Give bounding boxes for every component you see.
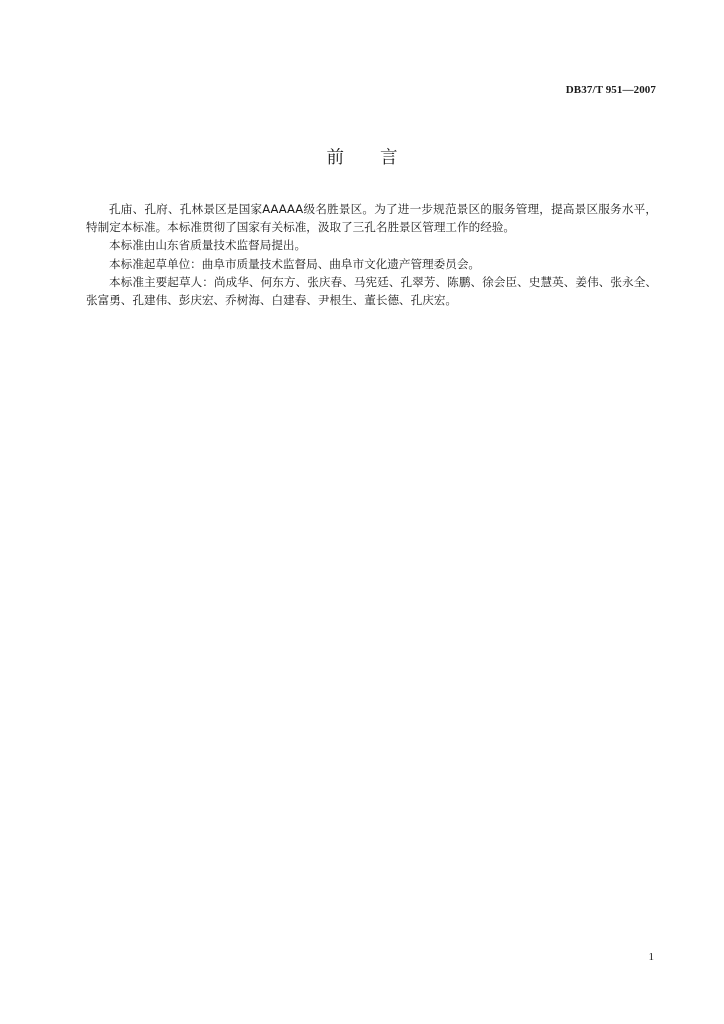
page-title	[0, 144, 724, 169]
paragraph-intro: 孔庙、孔府、孔林景区是国家AAAAA级名胜景区。为了进一步规范景区的服务管理，提高景区服务水平，特制定本标准。本标准贯彻了国家有关标准，汲取了三孔名胜景区管理工作的经验。	[86, 202, 657, 235]
title-char-1: 前	[326, 148, 344, 168]
title-char-2: 言	[380, 148, 398, 168]
page-number: 1	[648, 951, 654, 963]
foreword-body	[86, 200, 657, 309]
paragraph-drafting-unit: 本标准起草单位：曲阜市质量技术监督局、曲阜市文化遗产管理委员会。	[109, 256, 481, 271]
paragraph-drafters: 本标准主要起草人：尚成华、何东方、张庆春、马宪廷、孔翠芳、陈鹏、徐会臣、史慧英、姜伟、张永全、张富勇、孔建伟、彭庆宏、乔树海、白建春、尹根生、董长德、孔庆宏。	[86, 274, 657, 308]
document-code: DB37/T 951—2007	[565, 84, 656, 96]
paragraph-proposer: 本标准由山东省质量技术监督局提出。	[109, 238, 307, 253]
